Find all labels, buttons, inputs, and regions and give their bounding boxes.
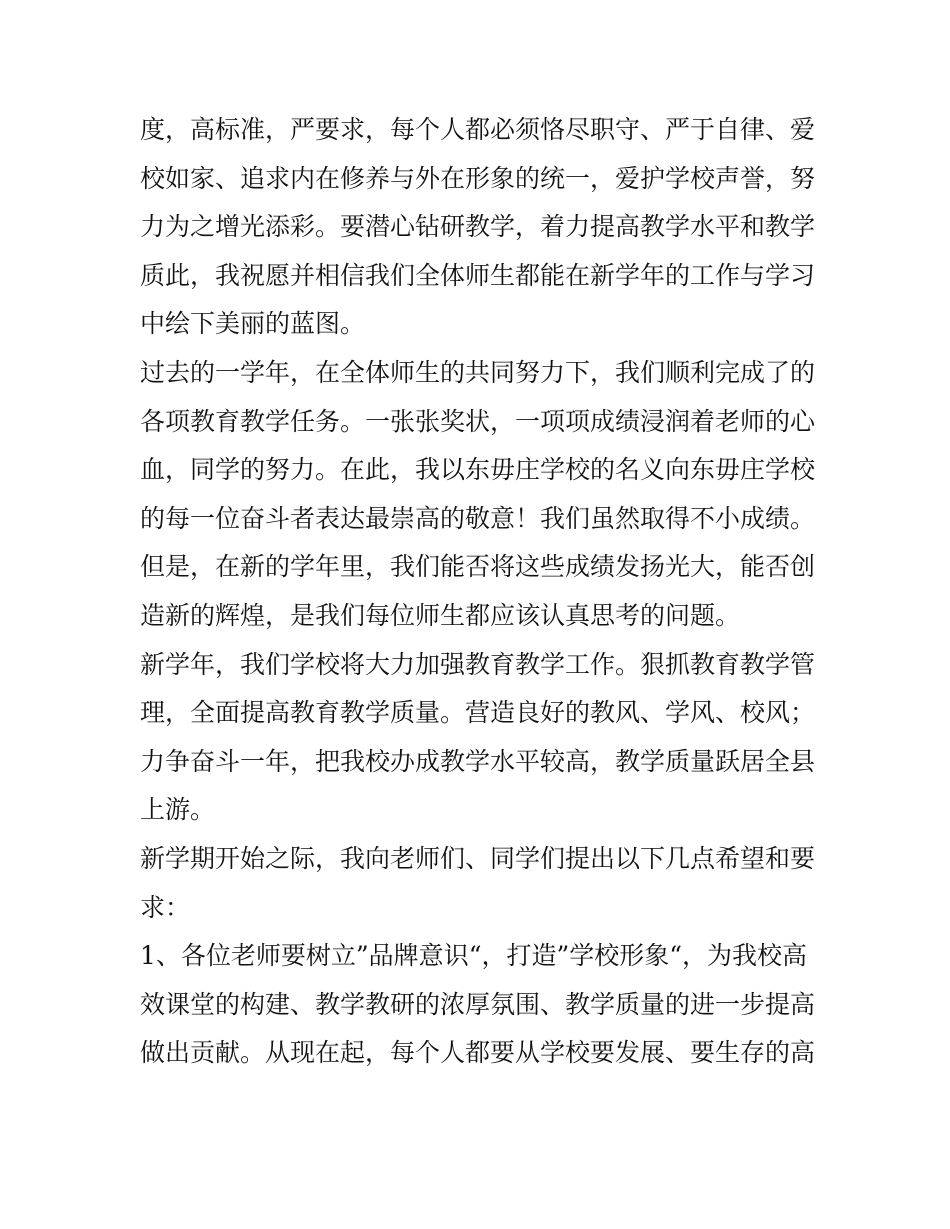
text-line: 的每一位奋斗者表达最崇高的敬意！我们虽然取得不小成绩。 [140,503,816,533]
text-line: 上游。 [140,795,216,825]
text-line: 效课堂的构建、教学教研的浓厚氛围、教学质量的进一步提高 [140,989,816,1019]
text-line: 力为之增光添彩。要潜心钻研教学，着力提高教学水平和教学 [140,212,816,242]
text-line: 新学期开始之际，我向老师们、同学们提出以下几点希望和要 [140,843,816,873]
text-line: 求： [140,892,191,922]
text-line: 校如家、追求内在修养与外在形象的统一，爱护学校声誉，努 [140,163,816,193]
text-line: 力争奋斗一年，把我校办成教学水平较高，教学质量跃居全县 [140,746,816,776]
text-line: 各项教育教学任务。一张张奖状，一项项成绩浸润着老师的心 [140,406,816,436]
text-line: 1、各位老师要树立”品牌意识“，打造”学校形象“，为我校高 [140,941,808,971]
text-line: 造新的辉煌，是我们每位师生都应该认真思考的问题。 [140,600,741,630]
text-line: 新学年，我们学校将大力加强教育教学工作。狠抓教育教学管 [140,649,816,679]
text-line: 做出贡献。从现在起，每个人都要从学校要发展、要生存的高 [140,1038,816,1068]
text-line: 度，高标准，严要求，每个人都必须恪尽职守、严于自律、爱 [140,115,816,144]
text-line: 过去的一学年，在全体师生的共同努力下，我们顺利完成了的 [140,357,816,387]
text-line: 质此，我祝愿并相信我们全体师生都能在新学年的工作与学习 [140,260,816,290]
text-line: 理，全面提高教育教学质量。营造良好的教风、学风、校风； [140,698,816,728]
text-line: 但是，在新的学年里，我们能否将这些成绩发扬光大，能否创 [140,552,816,582]
text-line: 血，同学的努力。在此，我以东毋庄学校的名义向东毋庄学校 [140,455,816,485]
document-body [140,106,820,1078]
text-line: 中绘下美丽的蓝图。 [140,309,366,339]
